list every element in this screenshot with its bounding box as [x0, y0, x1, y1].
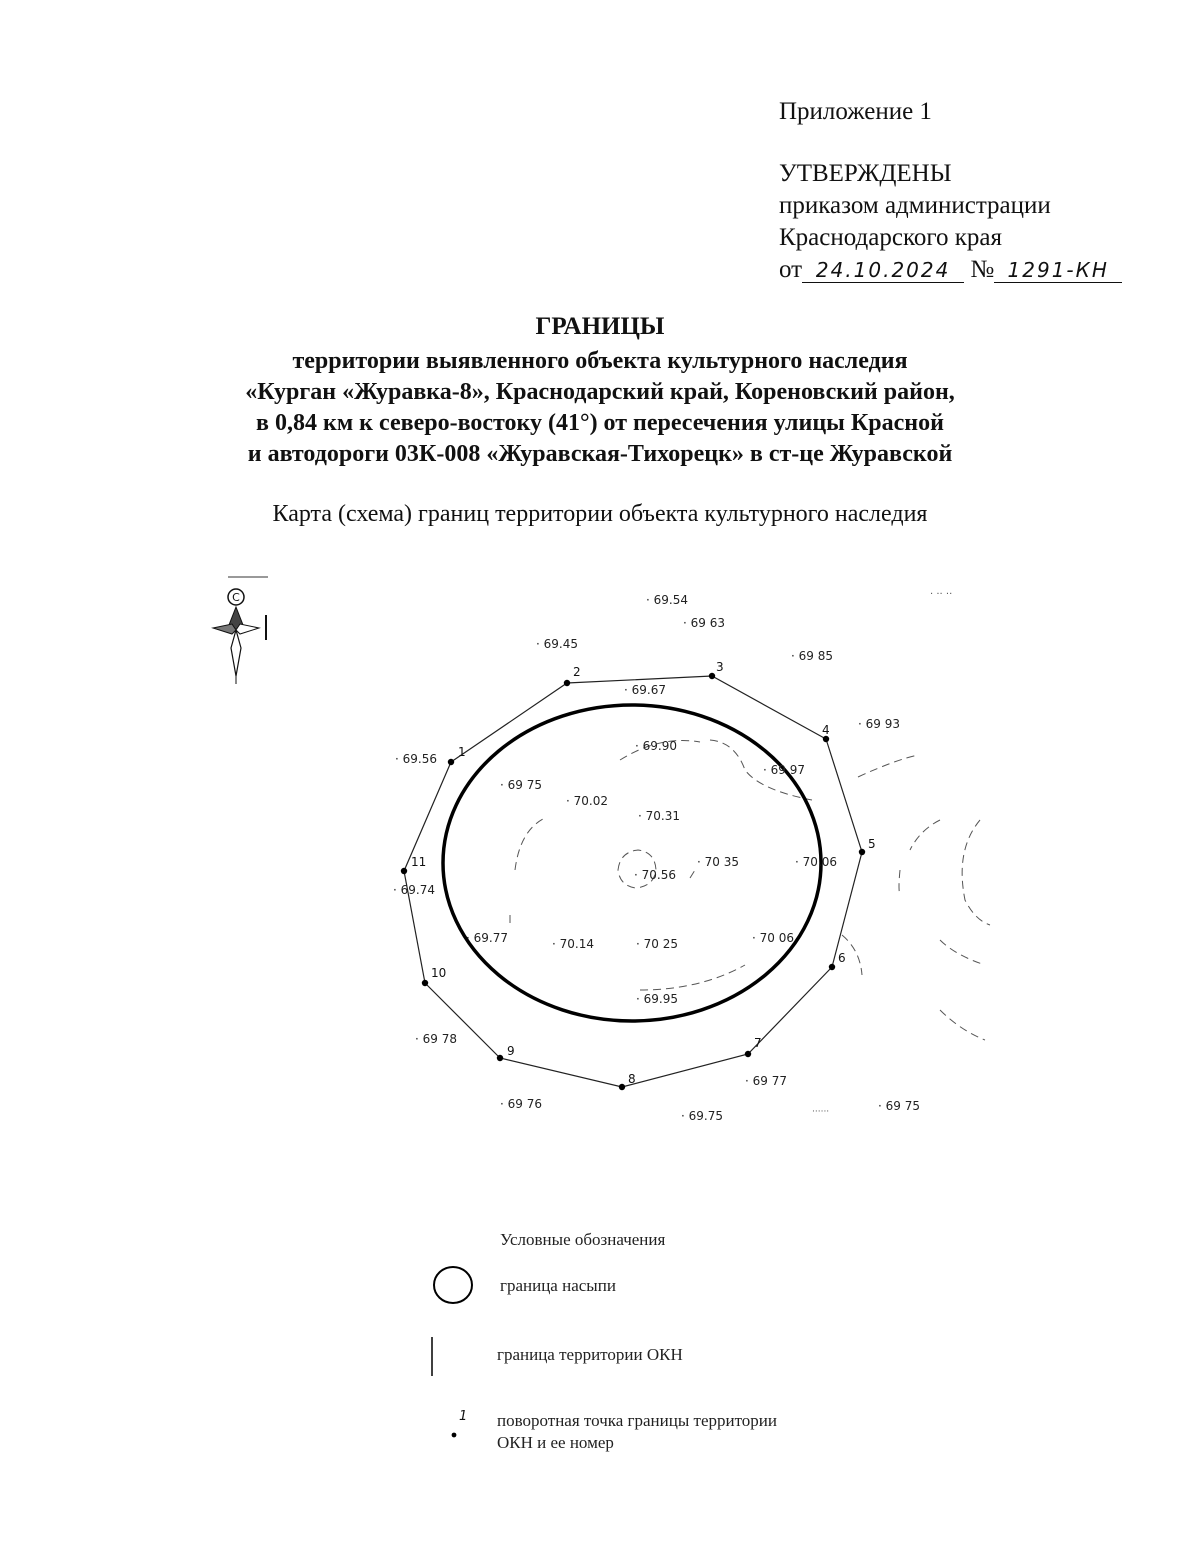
- turning-point-label: 11: [411, 855, 427, 869]
- mound-legend-icon: [430, 1264, 476, 1308]
- elevation-label: · 69 93: [858, 717, 900, 731]
- title-line-1: территории выявленного объекта культурного наследия: [292, 348, 908, 374]
- elevation-label: · 70 06: [752, 931, 794, 945]
- order-line: приказом администрации: [779, 192, 1051, 219]
- elevation-label: · 70.06: [795, 855, 837, 869]
- turning-point-label: 7: [754, 1036, 762, 1050]
- elevation-label: · 69.67: [624, 683, 666, 697]
- turning-point-10: [422, 980, 428, 986]
- elevation-label: · 69.95: [636, 992, 678, 1006]
- title-line-3: в 0,84 км к северо-востоку (41°) от пересечения улицы Красной: [256, 410, 944, 436]
- north-letter: С: [232, 591, 240, 604]
- turning-point-9: [497, 1055, 503, 1061]
- boundary-map: [0, 560, 1200, 1140]
- elevation-label: · 69.77: [466, 931, 508, 945]
- territory-legend-icon: [428, 1336, 438, 1378]
- handwritten-date: 24.10.2024: [802, 258, 964, 283]
- turning-point-2: [564, 680, 570, 686]
- elevation-label: · 69 75: [878, 1099, 920, 1113]
- elevation-label: · 69 97: [763, 763, 805, 777]
- elevation-label: · 70.02: [566, 794, 608, 808]
- appendix-label: Приложение 1: [779, 98, 932, 125]
- elevation-label: · 70 25: [636, 937, 678, 951]
- legend-mound-label: граница насыпи: [500, 1276, 616, 1295]
- elevation-label: · 69 78: [415, 1032, 457, 1046]
- legend-title: Условные обозначения: [500, 1230, 666, 1249]
- map-subtitle: Карта (схема) границ территории объекта культурного наследия: [272, 501, 928, 527]
- turning-point-label: 4: [822, 723, 830, 737]
- document-title: ГРАНИЦЫ: [535, 313, 665, 340]
- legend-point-label-1: поворотная точка границы территории: [497, 1411, 777, 1430]
- elevation-label: · 69 63: [683, 616, 725, 630]
- title-line-4: и автодороги 03К-008 «Журавская-Тихорецк» в ст-це Журавской: [247, 441, 953, 467]
- turning-point-1: [448, 759, 454, 765]
- elevation-label: · 70.31: [638, 809, 680, 823]
- date-number-line: [779, 254, 1122, 286]
- elevation-label: · 69.54: [646, 593, 688, 607]
- svg-text:· ·· ··: · ·· ··: [930, 589, 953, 600]
- elevation-label: · 69.75: [681, 1109, 723, 1123]
- turning-point-label: 3: [716, 660, 724, 674]
- svg-text:······: ······: [812, 1107, 830, 1117]
- turning-point-label: 10: [431, 966, 447, 980]
- point-legend-icon: [449, 1430, 459, 1440]
- approved-label: УТВЕРЖДЕНЫ: [779, 160, 952, 187]
- elevation-label: · 69 85: [791, 649, 833, 663]
- elevation-label: · 69.56: [395, 752, 437, 766]
- turning-point-7: [745, 1051, 751, 1057]
- turning-point-8: [619, 1084, 625, 1090]
- territory-boundary: [404, 676, 862, 1087]
- elevation-marks: [393, 593, 920, 1123]
- number-prefix: №: [970, 256, 995, 283]
- contour-lines: [510, 740, 990, 1040]
- turning-point-label: 1: [458, 745, 466, 759]
- north-arrow-icon: [213, 577, 268, 684]
- elevation-label: · 69 76: [500, 1097, 542, 1111]
- elevation-label: · 70 35: [697, 855, 739, 869]
- turning-point-label: 6: [838, 951, 846, 965]
- date-prefix: от: [779, 256, 803, 283]
- turning-point-5: [859, 849, 865, 855]
- elevation-label: · 69.90: [635, 739, 677, 753]
- elevation-label: · 69.45: [536, 637, 578, 651]
- turning-point-3: [709, 673, 715, 679]
- region-line: Краснодарского края: [779, 224, 1002, 251]
- elevation-label: · 69.74: [393, 883, 435, 897]
- legend-point-label-2: ОКН и ее номер: [497, 1433, 614, 1452]
- turning-point-6: [829, 964, 835, 970]
- elevation-label: · 70.56: [634, 868, 676, 882]
- point-legend-number: 1: [459, 1409, 468, 1424]
- legend-territory-label: граница территории ОКН: [497, 1345, 683, 1364]
- elevation-label: · 70.14: [552, 937, 594, 951]
- handwritten-number: 1291-КН: [994, 258, 1122, 283]
- turning-point-label: 5: [868, 837, 876, 851]
- turning-point-label: 9: [507, 1044, 515, 1058]
- turning-point-label: 2: [573, 665, 581, 679]
- elevation-label: · 69 75: [500, 778, 542, 792]
- elevation-label: · 69 77: [745, 1074, 787, 1088]
- turning-point-11: [401, 868, 407, 874]
- turning-point-label: 8: [628, 1072, 636, 1086]
- title-line-2: «Курган «Журавка-8», Краснодарский край, Кореновский район,: [245, 379, 955, 405]
- mound-boundary: [443, 705, 821, 1021]
